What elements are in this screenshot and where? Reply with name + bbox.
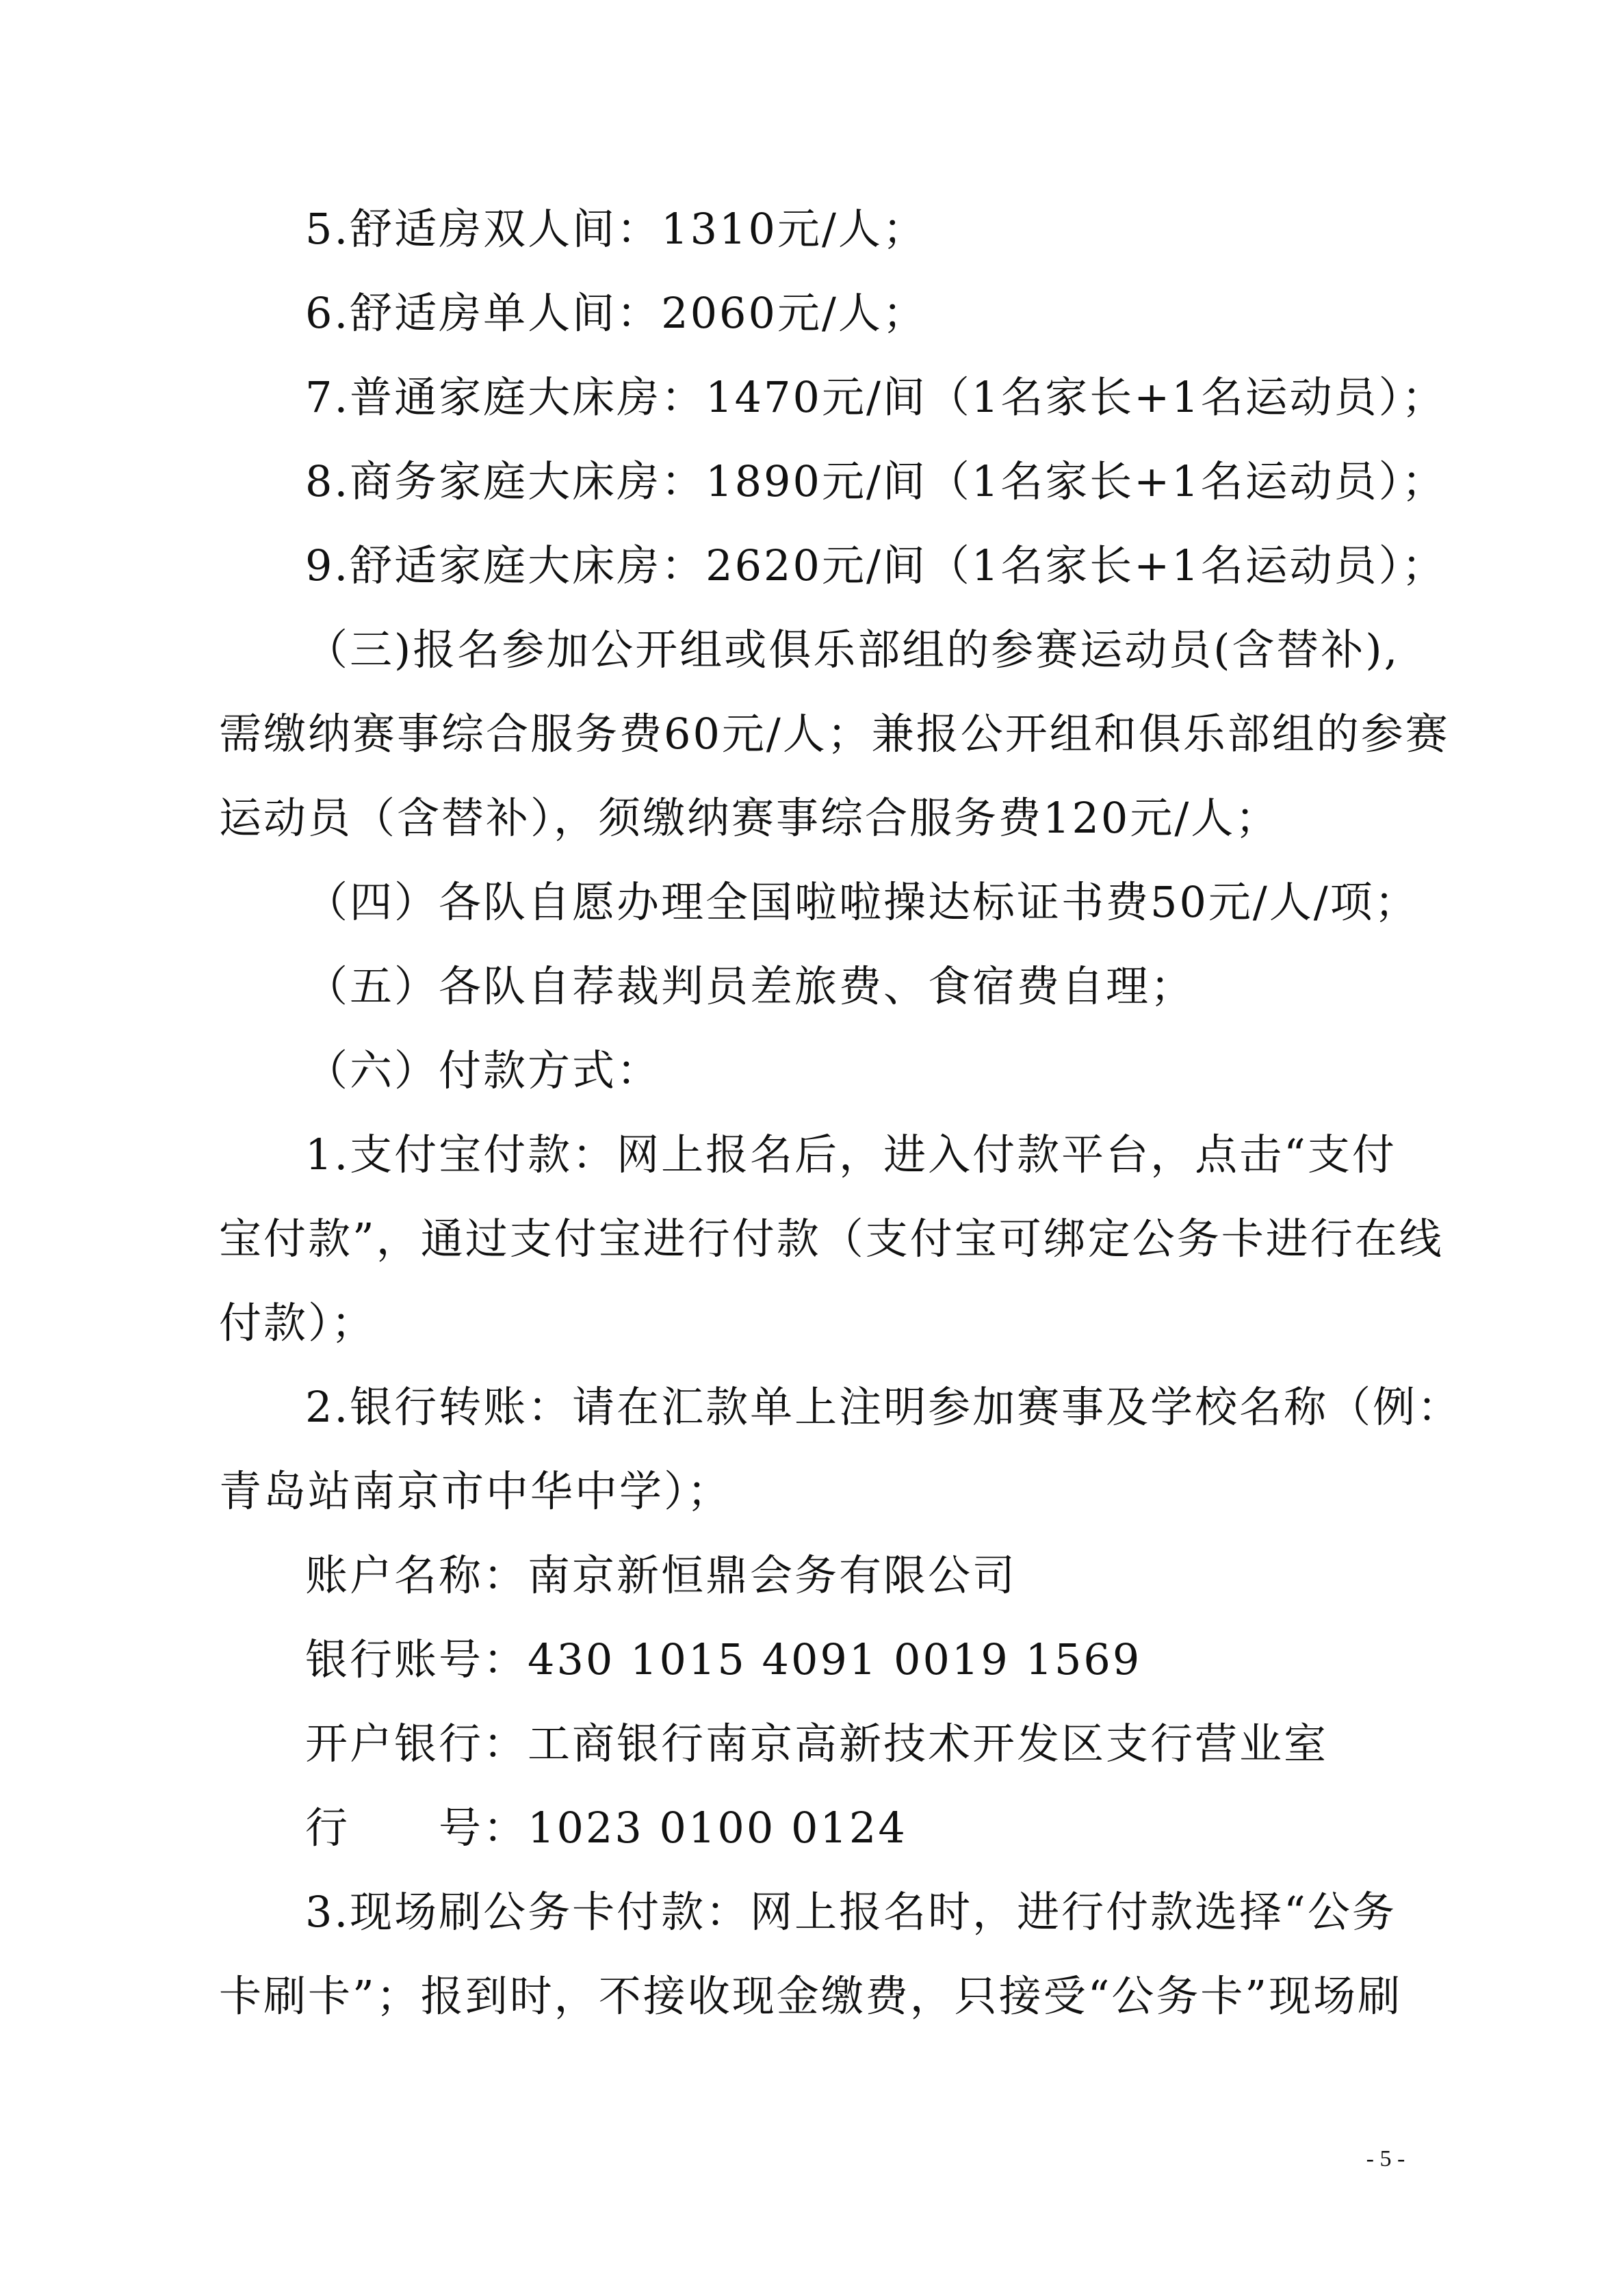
paragraph-line-03: 7.普通家庭大床房：1470元/间（1名家长+1名运动员）；	[305, 372, 1447, 422]
paragraph-line-10: （五）各队自荐裁判员差旅费、食宿费自理；	[305, 961, 1195, 1011]
paragraph-line-04: 8.商务家庭大床房：1890元/间（1名家长+1名运动员）；	[305, 456, 1447, 506]
paragraph-line-22: 卡刷卡”；报到时，不接收现金缴费，只接受“公务卡”现场刷	[219, 1971, 1403, 2021]
paragraph-line-11: （六）付款方式：	[305, 1045, 662, 1095]
paragraph-line-13: 宝付款”，通过支付宝进行付款（支付宝可绑定公务卡进行在线	[219, 1214, 1444, 1264]
paragraph-line-06: （三)报名参加公开组或俱乐部组的参赛运动员(含替补),	[305, 625, 1400, 675]
paragraph-line-01: 5.舒适房双人间：1310元/人；	[305, 204, 927, 254]
paragraph-line-08: 运动员（含替补），须缴纳赛事综合服务费120元/人；	[219, 793, 1280, 843]
bank-name-line: 开户银行：工商银行南京高新技术开发区支行营业室	[305, 1719, 1329, 1769]
paragraph-line-15: 2.银行转账：请在汇款单上注明参加赛事及学校名称（例：	[305, 1382, 1462, 1432]
paragraph-line-09: （四）各队自愿办理全国啦啦操达标证书费50元/人/项；	[305, 877, 1419, 927]
bank-account-line: 银行账号：430 1015 4091 0019 1569	[305, 1634, 1142, 1684]
paragraph-line-05: 9.舒适家庭大床房：2620元/间（1名家长+1名运动员）；	[305, 540, 1447, 590]
paragraph-line-16: 青岛站南京市中华中学）；	[219, 1466, 732, 1516]
paragraph-line-07: 需缴纳赛事综合服务费60元/人；兼报公开组和俱乐部组的参赛	[219, 709, 1450, 759]
account-name-line: 账户名称：南京新恒鼎会务有限公司	[305, 1550, 1017, 1600]
bank-code-line: 行 号：1023 0100 0124	[305, 1803, 907, 1853]
paragraph-line-12: 1.支付宝付款：网上报名后，进入付款平台，点击“支付	[305, 1130, 1397, 1179]
paragraph-line-14: 付款）；	[219, 1298, 376, 1348]
paragraph-line-02: 6.舒适房单人间：2060元/人；	[305, 288, 927, 338]
paragraph-line-21: 3.现场刷公务卡付款：网上报名时，进行付款选择“公务	[305, 1887, 1397, 1937]
page-number: - 5 -	[1366, 2146, 1405, 2171]
